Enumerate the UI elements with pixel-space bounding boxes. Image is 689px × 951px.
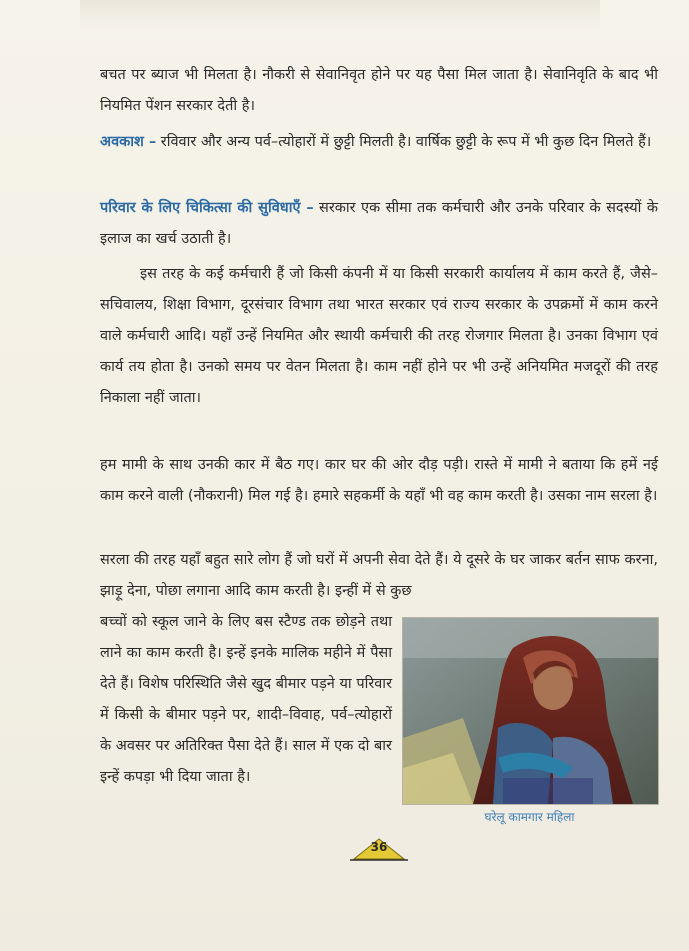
scan-smudge — [80, 0, 600, 30]
heading-leave: अवकाश – — [100, 134, 157, 150]
paragraph-sarla-continued: बच्चों को स्कूल जाने के लिए बस स्टैण्ड तक छोड़ने तथा लाने का काम करती है। इन्हें इनके मालिक महीने में पैसा देते हैं। विशेष परिस्थिति जैसे खुद बीमार पड़ने या परिवार में किसी के बीमार पड़ने पर, शादी–विवाह, पर्व–त्योहारों के अवसर पर अतिरिक्त पैसा देते हैं। साल में एक दो बार इन्हें कपड़ा भी दिया जाता है। — [100, 614, 392, 785]
woman-photo-illustration — [403, 618, 658, 804]
medical-text: सरकार एक सीमा तक कर्मचारी और उनके परिवार के सदस्यों के इलाज का खर्च उठाती है। — [100, 200, 658, 247]
leave-text: रविवार और अन्य पर्व–त्योहारों में छुट्टी मिलती है। वार्षिक छुट्टी के रूप में भी कुछ दिन मिलते हैं। — [156, 134, 652, 150]
paragraph-mami: हम मामी के साथ उनकी कार में बैठ गए। कार घर की ओर दौड़ पड़ी। रास्ते में मामी ने बताया कि हमें नई काम करने वाली (नौकरानी) मिल गई है। हमारे सहकर्मी के यहाँ भी वह काम करती है। उसका नाम सरला है। — [100, 457, 658, 504]
page-number: 36 — [370, 840, 388, 854]
paragraph-employees: इस तरह के कई कर्मचारी हैं जो किसी कंपनी में या किसी सरकारी कार्यालय में काम करते हैं, जैसे–सचिवालय, शिक्षा विभाग, दूरसंचार विभाग तथा भारत सरकार एवं राज्य सरकार के उपक्रमों में काम करने वाले कर्मचारी आदि। यहाँ उन्हें नियमित और स्थायी कर्मचारी की तरह रोजगार मिलता है। उनका विभाग एवं कार्य तय होता है। उनको समय पर वेतन मिलता है। काम नहीं होने पर भी उन्हें अनियमित मजदूरों की तरह निकाला नहीं जाता। — [100, 266, 658, 406]
photo-caption: घरेलू कामगार महिला — [484, 810, 575, 824]
paragraph-leave — [100, 127, 658, 158]
page-number-badge — [350, 836, 408, 862]
paragraph-sarla: सरला की तरह यहाँ बहुत सारे लोग हैं जो घरों में अपनी सेवा देते हैं। ये दूसरे के घर जाकर बर्तन साफ करना, झाड़ू देना, पोछा लगाना आदि काम करती है। इन्हीं में से कुछ — [100, 552, 658, 599]
woman-photo — [402, 617, 659, 805]
heading-medical: परिवार के लिए चिकित्सा की सुविधाएँ – — [100, 200, 314, 216]
paragraph-medical — [100, 193, 658, 255]
paragraph-savings: बचत पर ब्याज भी मिलता है। नौकरी से सेवानिवृत होने पर यह पैसा मिल जाता है। सेवानिवृति के बाद भी नियमित पेंशन सरकार देती है। — [100, 67, 658, 114]
